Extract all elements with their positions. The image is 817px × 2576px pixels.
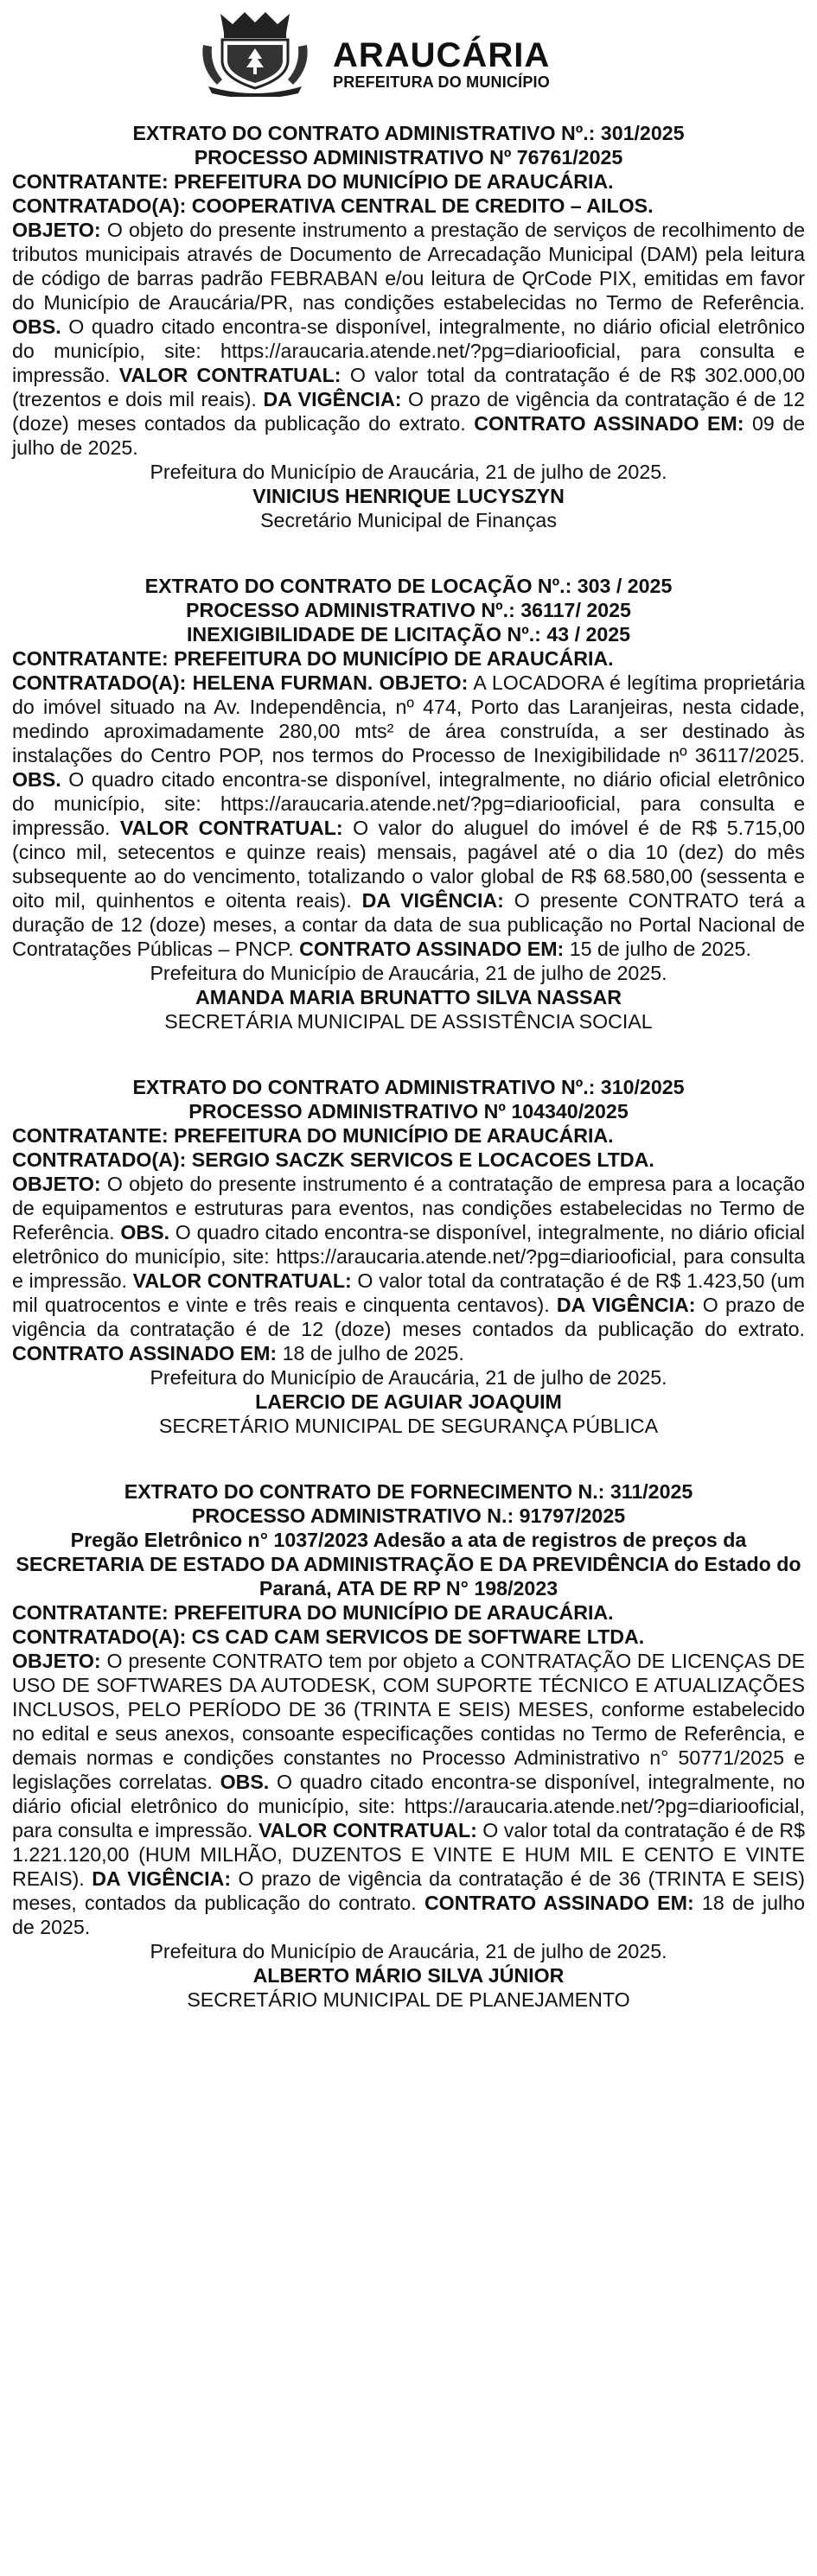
signer-name: AMANDA MARIA BRUNATTO SILVA NASSAR <box>195 986 622 1008</box>
assinado-label: CONTRATO ASSINADO EM: <box>424 1892 694 1914</box>
vigencia-text: O prazo de vigência da contratação é de 36 (TRINTA E SEIS) meses, contados da publicação do contrato. <box>12 1867 805 1914</box>
assinado-text: 15 de julho de 2025. <box>564 938 751 960</box>
obs-text: O quadro citado encontra-se disponível, integralmente, no diário oficial eletrônico do município, site: https://araucaria.atende.net/?pg=diariooficial, para consulta e impressão. <box>12 1771 805 1841</box>
obs-label: OBS. <box>220 1771 270 1793</box>
signer-role: Secretário Municipal de Finanças <box>260 509 557 531</box>
objeto-text: O presente CONTRATO tem por objeto a CONTRATAÇÃO DE LICENÇAS DE USO DE SOFTWARES DA AUTODESK, COM SUPORTE TÉCNICO E ATUALIZAÇÕES INCLUSOS, PELO PERÍODO DE 36 (TRINTA E SEIS) MESES, conforme estabelecido no edital e seus anexos, consoante especificações contidas no Termo de Referência, e demais normas e condições constantes no Processo Administrativo n° 50771/2025 e legislações correlatas. <box>12 1650 805 1793</box>
signer-name: LAERCIO DE AGUIAR JOAQUIM <box>255 1390 562 1413</box>
objeto-text: O objeto do presente instrumento é a contratação de empresa para a locação de equipamentos e estruturas para eventos, nas condições estabelecidas no Termo de Referência. <box>12 1173 805 1243</box>
brand-name: ARAUCÁRIA <box>333 36 551 74</box>
valor-label: VALOR CONTRATUAL: <box>118 364 341 386</box>
extract-body <box>12 1649 805 1939</box>
place-date: Prefeitura do Município de Araucária, 21 de julho de 2025. <box>150 1940 667 1962</box>
valor-label: VALOR CONTRATUAL: <box>258 1819 477 1841</box>
assinado-text: 18 de julho de 2025. <box>277 1342 464 1364</box>
obs-text: O quadro citado encontra-se disponível, integralmente, no diário oficial eletrônico do município, site: https://araucaria.atende.net/?pg=diariooficial, para consulta e impressão. <box>12 768 805 839</box>
vigencia-label: DA VIGÊNCIA: <box>556 1294 696 1316</box>
objeto-label: OBJETO: <box>12 1173 101 1195</box>
vigencia-label: DA VIGÊNCIA: <box>92 1867 232 1890</box>
process-number: PROCESSO ADMINISTRATIVO Nº.: 36117/ 2025 <box>186 599 631 621</box>
contratante-line: CONTRATANTE: PREFEITURA DO MUNICÍPIO DE ARAUCÁRIA. <box>12 1601 614 1624</box>
assinado-label: CONTRATO ASSINADO EM: <box>474 412 744 435</box>
document-body <box>12 121 805 2053</box>
contratante-line: CONTRATANTE: PREFEITURA DO MUNICÍPIO DE ARAUCÁRIA. <box>12 1124 614 1147</box>
place-date: Prefeitura do Município de Araucária, 21 de julho de 2025. <box>150 962 667 984</box>
process-number: PROCESSO ADMINISTRATIVO Nº 104340/2025 <box>188 1100 629 1123</box>
contratado-line: CONTRATADO(A): SERGIO SACZK SERVICOS E LOCACOES LTDA. <box>12 1148 654 1171</box>
contratante-line: CONTRATANTE: PREFEITURA DO MUNICÍPIO DE ARAUCÁRIA. <box>12 647 614 670</box>
objeto-label: OBJETO: <box>12 219 101 241</box>
page-header <box>0 0 817 104</box>
pregao-reference: Pregão Eletrônico n° 1037/2023 Adesão a ata de registros de preços da SECRETARIA DE ESTADO DA ADMINISTRAÇÃO E DA PREVIDÊNCIA do Estado do Paraná, ATA DE RP N° 198/2023 <box>16 1529 801 1600</box>
extract-title: EXTRATO DO CONTRATO DE LOCAÇÃO Nº.: 303 / 2025 <box>144 575 673 597</box>
extract-title: EXTRATO DO CONTRATO ADMINISTRATIVO Nº.: 310/2025 <box>132 1076 685 1098</box>
signer-role: SECRETÁRIO MUNICIPAL DE SEGURANÇA PÚBLICA <box>158 1415 659 1437</box>
extract-body <box>12 218 805 460</box>
objeto-text: O objeto do presente instrumento a prestação de serviços de recolhimento de tributos municipais através de Documento de Arrecadação Municipal (DAM) pela leitura de código de barras padrão FEBRABAN e/ou leitura de QrCode PIX, emitidas em favor do Município de Araucária/PR, nas condições estabelecidas no Termo de Referência. <box>12 219 805 314</box>
municipal-coat-of-arms-icon <box>196 7 314 97</box>
vigencia-label: DA VIGÊNCIA: <box>263 388 402 410</box>
valor-label: VALOR CONTRATUAL: <box>132 1269 352 1292</box>
contract-extract <box>12 121 805 532</box>
objeto-label: OBJETO: <box>379 671 469 694</box>
signer-name: VINICIUS HENRIQUE LUCYSZYN <box>252 485 565 507</box>
extract-title: EXTRATO DO CONTRATO ADMINISTRATIVO Nº.: 301/2025 <box>132 122 685 144</box>
place-date: Prefeitura do Município de Araucária, 21 de julho de 2025. <box>150 461 667 483</box>
contratado-line: CONTRATADO(A): HELENA FURMAN. <box>12 671 373 694</box>
process-number: PROCESSO ADMINISTRATIVO N.: 91797/2025 <box>191 1504 626 1527</box>
vigencia-text: O prazo de vigência da contratação é de 12 (doze) meses contados da publicação do extrato. <box>12 388 805 435</box>
vigencia-text: O presente CONTRATO terá a duração de 12 (doze) meses, a contar da data de sua publicação no Portal Nacional de Contratações Públicas – PNCP. <box>12 889 805 960</box>
assinado-text: 18 de julho de 2025. <box>12 1892 805 1938</box>
obs-label: OBS. <box>120 1221 170 1243</box>
valor-label: VALOR CONTRATUAL: <box>119 817 343 839</box>
signer-role: SECRETÁRIA MUNICIPAL DE ASSISTÊNCIA SOCIAL <box>164 1010 653 1033</box>
assinado-label: CONTRATO ASSINADO EM: <box>12 1342 278 1364</box>
signer-name: ALBERTO MÁRIO SILVA JÚNIOR <box>252 1964 565 1987</box>
brand-subtitle: PREFEITURA DO MUNICÍPIO <box>333 73 550 91</box>
brand <box>333 38 550 92</box>
valor-text: O valor total da contratação é de R$ 302.000,00 (trezentos e dois mil reais). <box>12 364 806 410</box>
vigencia-text: O prazo de vigência da contratação é de 12 (doze) meses contados da publicação do extrato. <box>12 1294 805 1340</box>
contract-extract <box>12 1479 805 2012</box>
objeto-text: A LOCADORA é legítima proprietária do imóvel situado na Av. Independência, nº 474, Porto das Laranjeiras, nesta cidade, medindo aproximadamente 280,00 mts² de área construída, a ser destinado às instalações do Centro POP, nos termos do Processo de Inexigibilidade nº 36117/2025. <box>12 671 805 766</box>
obs-label: OBS. <box>12 315 61 338</box>
place-date: Prefeitura do Município de Araucária, 21 de julho de 2025. <box>150 1366 667 1389</box>
objeto-label: OBJETO: <box>12 1650 101 1672</box>
contract-extract <box>12 574 805 1034</box>
inexigibilidade-number: INEXIGIBILIDADE DE LICITAÇÃO Nº.: 43 / 2025 <box>186 623 631 646</box>
extract-title: EXTRATO DO CONTRATO DE FORNECIMENTO N.: 311/2025 <box>124 1480 693 1503</box>
contract-extract <box>12 1075 805 1438</box>
obs-text: O quadro citado encontra-se disponível, integralmente, no diário oficial eletrônico do município, site: https://araucaria.atende.net/?pg=diariooficial, para consulta e impressão. <box>12 1221 805 1292</box>
signer-role: SECRETÁRIO MUNICIPAL DE PLANEJAMENTO <box>187 1988 630 2011</box>
obs-label: OBS. <box>12 768 61 791</box>
valor-text: O valor total da contratação é de R$ 1.423,50 (um mil quatrocentos e vinte e três reais e cinquenta centavos). <box>12 1269 805 1316</box>
obs-text: O quadro citado encontra-se disponível, integralmente, no diário oficial eletrônico do município, site: https://araucaria.atende.net/?pg=diariooficial, para consulta e impressão. <box>12 315 805 386</box>
contratado-line: CONTRATADO(A): CS CAD CAM SERVICOS DE SOFTWARE LTDA. <box>12 1625 645 1648</box>
assinado-label: CONTRATO ASSINADO EM: <box>299 938 565 960</box>
valor-text: O valor do aluguel do imóvel é de R$ 5.715,00 (cinco mil, setecentos e quinze reais) mensais, pagável até o dia 10 (dez) do mês subsequente ao do vencimento, totalizando o valor global de R$ 68.580,00 (sessenta e oito mil, quinhentos e oitenta reais). <box>12 817 805 912</box>
contratado-line: CONTRATADO(A): COOPERATIVA CENTRAL DE CREDITO – AILOS. <box>12 194 654 217</box>
valor-text: O valor total da contratação é de R$ 1.221.120,00 (HUM MILHÃO, DUZENTOS E VINTE E HUM MIL E CENTO E VINTE REAIS). <box>12 1819 805 1890</box>
assinado-text: 09 de julho de 2025. <box>12 412 805 459</box>
vigencia-label: DA VIGÊNCIA: <box>361 889 504 912</box>
extract-body <box>12 671 805 961</box>
process-number: PROCESSO ADMINISTRATIVO Nº 76761/2025 <box>194 146 623 169</box>
contratante-line: CONTRATANTE: PREFEITURA DO MUNICÍPIO DE ARAUCÁRIA. <box>12 170 614 193</box>
extract-body <box>12 1172 805 1365</box>
